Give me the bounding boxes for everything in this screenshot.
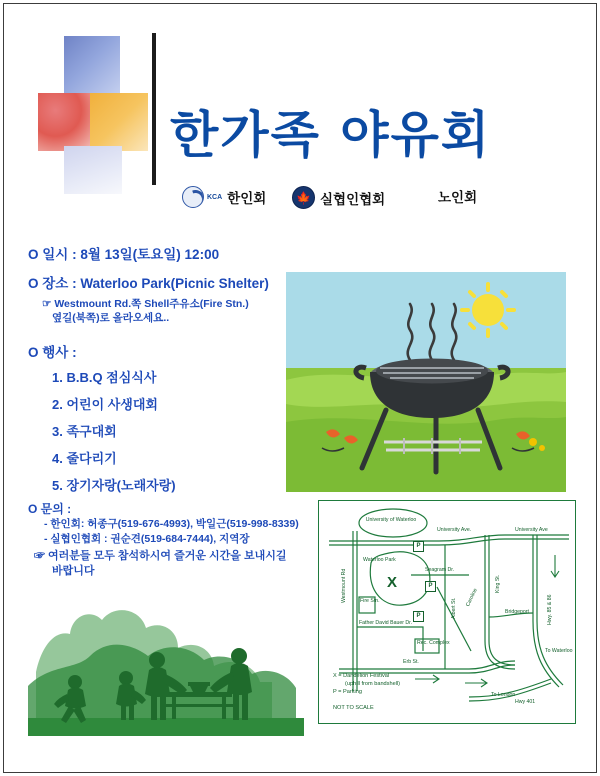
block-red-icon [38, 93, 96, 151]
maple-leaf-icon: 🍁 [292, 186, 315, 209]
map-label-hwy-401: Hwy 401 [515, 699, 536, 705]
place-direction-1: ☞ Westmount Rd.쪽 Shell주유소(Fire Stn.) [42, 298, 249, 310]
date-line: O 일시 : 8월 13일(토요일) 12:00 [28, 247, 220, 262]
events-heading: O 행사 : [28, 345, 77, 360]
organization-label-3: 노인회 [438, 190, 478, 205]
event-item-3: 3. 족구대회 [52, 424, 117, 439]
map-legend-scale: NOT TO SCALE [333, 705, 374, 711]
map-label-hwy-85-86: Hwy. 85 & 86 [547, 594, 553, 625]
organization-row [170, 183, 590, 215]
block-lavender-icon [64, 146, 122, 194]
kca-mark-label: KCA [207, 193, 223, 201]
map-label-to-waterloo: To Waterloo [545, 648, 573, 654]
map-label-seagram: Seagram Dr. [425, 567, 455, 573]
location-map [318, 500, 576, 724]
map-legend-2: (uphill from bandshell) [345, 681, 401, 687]
kca-swirl-icon [182, 186, 204, 208]
map-label-king: King St. [495, 574, 501, 593]
bbq-illustration [286, 272, 566, 492]
organization-label-1: 한인회 [227, 191, 267, 206]
map-label-father-david-bauer: Father David Bauer Dr. [359, 620, 413, 626]
map-label-albert: Albert St. [451, 597, 457, 619]
page-title: 한가족 야유회 [170, 106, 492, 164]
block-orange-icon [90, 93, 148, 151]
decorative-color-blocks [38, 36, 153, 191]
map-label-university-ave: University Ave. [437, 527, 472, 533]
svg-text:X: X [387, 574, 398, 591]
parking-mark-3: P [413, 611, 424, 622]
parking-mark-2: P [425, 581, 436, 592]
closing-note-2: 바랍니다 [52, 565, 95, 577]
picnic-silhouette-illustration [28, 586, 304, 746]
organization-item-2 [292, 186, 385, 209]
contact-heading: O 문의 : [28, 502, 72, 516]
bbq-grill-icon [286, 272, 566, 492]
map-label-fire-stn: Fire Stn. [360, 598, 380, 604]
contact-line-1: - 한인회: 허종구(519-676-4993), 박일근(519-998-8339) [44, 518, 299, 530]
event-item-4: 4. 줄다리기 [52, 451, 117, 466]
organization-item-1 [182, 186, 266, 208]
map-legend-3: P = Parking [333, 689, 362, 695]
organization-label-2: 실협인협회 [320, 191, 386, 207]
map-label-university-ave-2: University Ave [515, 527, 548, 533]
map-label-waterloo-park: Waterloo Park [363, 557, 396, 563]
vertical-divider [152, 33, 156, 185]
contact-line-2: - 실협인협회 : 권순견(519-684-7444), 지역장 [44, 533, 250, 545]
event-item-5: 5. 장기자랑(노래자랑) [52, 478, 176, 493]
map-label-erb-st: Erb St. [403, 659, 419, 665]
map-label-westmount: Westmount Rd [341, 568, 347, 603]
parking-mark-1: P [413, 541, 424, 552]
map-label-rec-complex: Rec. Complex [417, 640, 450, 646]
event-item-1: 1. B.B.Q 점심식사 [52, 370, 157, 385]
place-direction-2: 옆길(북쪽)로 올라오세요.. [52, 312, 170, 324]
map-legend-1: X = Dandelion Festival [333, 673, 390, 679]
closing-note-1: ☞ 여러분들 모두 참석하시여 즐거운 시간을 보내시길 [34, 550, 287, 562]
place-line: O 장소 : Waterloo Park(Picnic Shelter) [28, 276, 269, 291]
map-label-bridgeport: Bridgeport [505, 609, 529, 615]
block-blue-icon [64, 36, 120, 98]
map-label-to-london: To London [491, 692, 516, 698]
organization-item-3 [438, 186, 477, 206]
event-item-2: 2. 어린이 사생대회 [52, 397, 158, 412]
family-picnic-icon [28, 586, 304, 746]
map-label-caroline: Caroline [465, 587, 479, 608]
map-label-uw: University of Waterloo [365, 517, 417, 523]
